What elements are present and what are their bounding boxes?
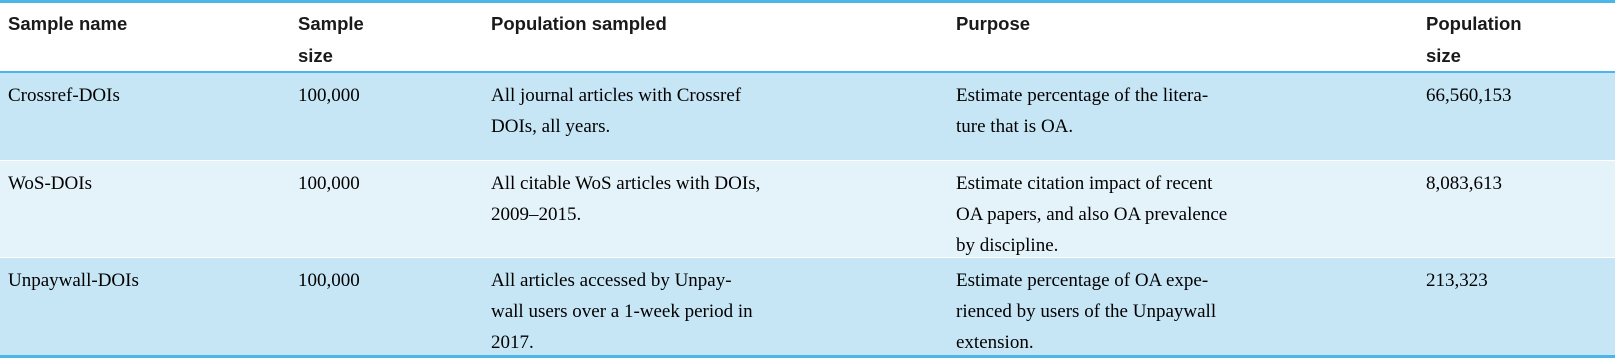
table-bottom-rule <box>0 355 1615 358</box>
header-population-size: Population size <box>1426 13 1522 66</box>
table-row <box>0 161 1615 257</box>
cell-population-size: 66,560,153 <box>1426 85 1512 106</box>
cell-population-sampled: All citable WoS articles with DOIs, 2009–2015. <box>491 173 761 225</box>
header-population-sampled: Population sampled <box>491 13 667 34</box>
cell-purpose: Estimate citation impact of recent OA papers, and also OA prevalence by discipline. <box>956 173 1228 256</box>
header-purpose: Purpose <box>956 13 1031 34</box>
cell-sample-size: 100,000 <box>298 85 360 106</box>
table-row <box>0 73 1615 160</box>
cell-sample-name: Unpaywall-DOIs <box>8 270 139 291</box>
table-header-row <box>0 3 1615 71</box>
cell-purpose: Estimate percentage of OA expe- rienced by users of the Unpaywall extension. <box>956 270 1217 353</box>
cell-population-sampled: All articles accessed by Unpay- wall users over a 1-week period in 2017. <box>491 270 753 353</box>
cell-sample-name: WoS-DOIs <box>8 173 92 194</box>
header-sample-size: Sample size <box>298 13 364 66</box>
cell-population-size: 213,323 <box>1426 270 1488 291</box>
cell-population-sampled: All journal articles with Crossref DOIs, all years. <box>491 85 742 137</box>
cell-sample-name: Crossref-DOIs <box>8 85 120 106</box>
cell-sample-size: 100,000 <box>298 173 360 194</box>
cell-sample-size: 100,000 <box>298 270 360 291</box>
table-row <box>0 258 1615 355</box>
cell-purpose: Estimate percentage of the litera- ture that is OA. <box>956 85 1209 137</box>
cell-population-size: 8,083,613 <box>1426 173 1502 194</box>
header-sample-name: Sample name <box>8 13 128 34</box>
